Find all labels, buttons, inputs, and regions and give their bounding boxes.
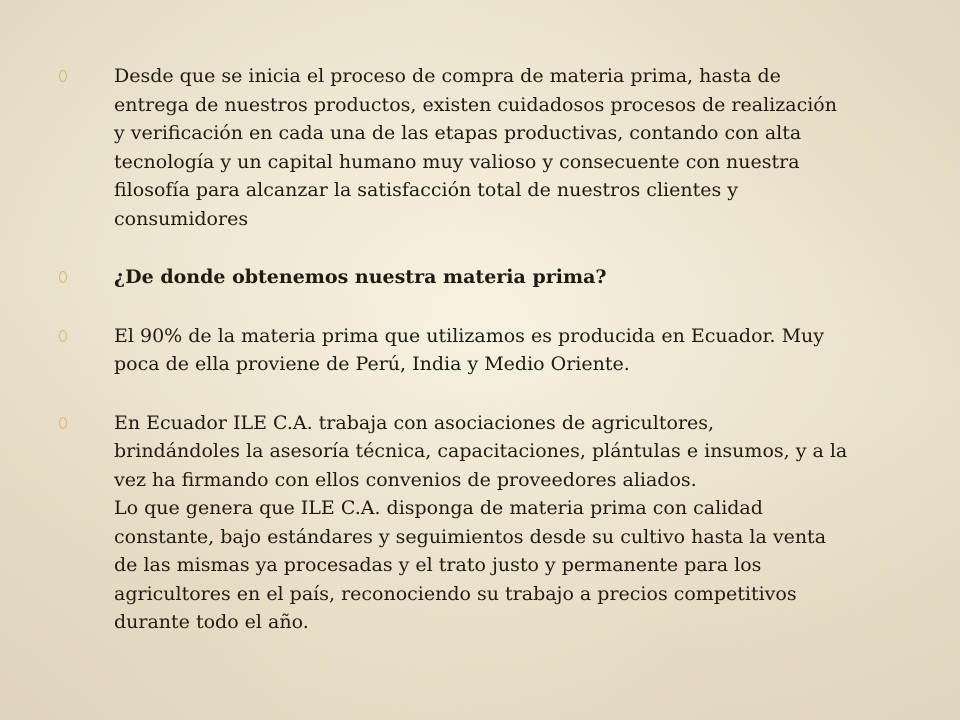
text-line: filosofía para alcanzar la satisfacción total de nuestros clientes y: [114, 179, 738, 201]
slide-content: [58, 62, 908, 667]
text-line: y verificación en cada una de las etapas productivas, contando con alta: [114, 122, 802, 144]
bullet-ecuador-partnerships: [58, 409, 908, 637]
text-line: agricultores en el país, reconociendo su trabajo a precios competitivos: [114, 582, 797, 605]
bullet-oval-icon: [59, 70, 67, 82]
text-line: tecnología y un capital humano muy valioso y consecuente con nuestra: [114, 150, 800, 173]
text-line: brindándoles la asesoría técnica, capacitaciones, plántulas e insumos, y a la: [114, 440, 848, 462]
bullet-question-heading: [58, 263, 908, 292]
text-line: consumidores: [114, 207, 249, 230]
bullet-text: [114, 409, 908, 637]
text-line: poca de ella proviene de Perú, India y Medio Oriente.: [114, 353, 630, 375]
text-line: entrega de nuestros productos, existen cuidadosos procesos de realización: [114, 93, 837, 116]
text-line: El 90% de la materia prima que utilizamos es producida en Ecuador. Muy: [114, 324, 825, 347]
text-line: durante todo el año.: [114, 611, 309, 633]
bullet-text: [114, 62, 908, 233]
bullet-oval-icon: [59, 417, 67, 429]
bullet-origin-percentage: [58, 322, 908, 379]
bullet-process-description: [58, 62, 908, 233]
bullet-oval-icon: [59, 330, 67, 342]
text-line: En Ecuador ILE C.A. trabaja con asociaciones de agricultores,: [114, 411, 715, 434]
bullet-text: [114, 263, 908, 292]
text-line: vez ha firmando con ellos convenios de proveedores aliados.: [114, 468, 697, 491]
text-line: constante, bajo estándares y seguimientos desde su cultivo hasta la venta: [114, 525, 827, 548]
bullet-oval-icon: [59, 271, 67, 283]
bullet-text: [114, 322, 908, 379]
text-line: Desde que se inicia el proceso de compra de materia prima, hasta de: [114, 65, 781, 87]
text-line: de las mismas ya procesadas y el trato justo y permanente para los: [114, 554, 762, 576]
text-line: Lo que genera que ILE C.A. disponga de materia prima con calidad: [114, 497, 763, 519]
text-line: ¿De donde obtenemos nuestra materia prima?: [114, 266, 607, 288]
